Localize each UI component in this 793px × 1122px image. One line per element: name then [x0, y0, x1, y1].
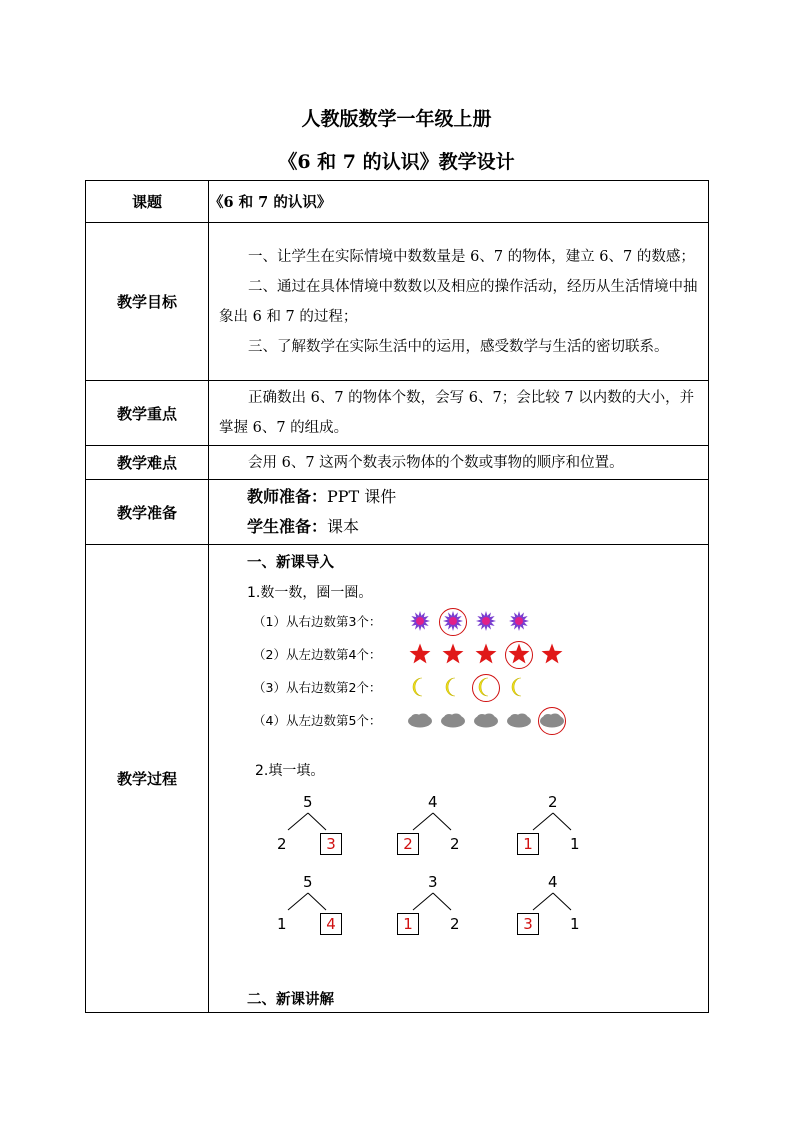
answer-circle	[472, 674, 500, 702]
question-2: 2.填一填。	[255, 763, 325, 779]
key-points-content	[209, 381, 709, 446]
count-row-label: （1）从右边数第3个：	[253, 614, 382, 629]
difficulties-text: 会用 6、7 这两个数表示物体的个数或事物的顺序和位置。	[248, 454, 624, 471]
star-icon	[535, 640, 568, 668]
count-row	[253, 640, 568, 668]
teacher-prep-label: 教师准备：	[247, 487, 328, 506]
student-prep-label: 学生准备：	[247, 517, 328, 536]
process-content	[209, 545, 709, 1013]
count-row	[253, 706, 568, 734]
goals-label: 教学目标	[86, 223, 209, 381]
bond-answer-box: 3	[320, 833, 342, 855]
bond-total: 3	[428, 873, 438, 891]
star-icon	[469, 640, 502, 668]
goal-item: 三、了解数学在实际生活中的运用，感受数学与生活的密切联系。	[248, 338, 669, 355]
bond-total: 4	[428, 793, 438, 811]
row-difficulties	[86, 446, 709, 480]
star-icon	[403, 640, 436, 668]
bond-part: 1	[277, 915, 287, 933]
bond-answer-box: 3	[517, 913, 539, 935]
number-bond	[394, 793, 474, 859]
star-icon	[502, 640, 535, 668]
key-points-label: 教学重点	[86, 381, 209, 446]
icon-group	[403, 673, 535, 701]
student-prep-value: 课本	[327, 517, 360, 536]
goals-content	[209, 223, 709, 381]
moon-icon	[502, 673, 535, 701]
section-intro-heading: 一、新课导入	[247, 554, 334, 571]
section-lecture-heading: 二、新课讲解	[247, 991, 334, 1008]
preparation-content	[209, 480, 709, 545]
question-1: 1.数一数，圈一圈。	[247, 585, 373, 601]
bond-total: 4	[548, 873, 558, 891]
bond-part: 1	[570, 835, 580, 853]
row-subject	[86, 181, 709, 223]
number-bond	[269, 873, 349, 939]
row-goals	[86, 223, 709, 381]
student-prep	[219, 512, 708, 542]
teacher-prep	[219, 482, 708, 512]
subject-value: 《6 和 7 的认识》	[209, 181, 709, 223]
document-subtitle: 《6 和 7 的认识》教学设计	[278, 151, 515, 173]
document-title: 人教版数学一年级上册	[301, 108, 492, 130]
moon-icon	[469, 673, 502, 701]
teacher-prep-value: PPT 课件	[327, 487, 397, 506]
starburst-icon	[502, 607, 535, 635]
cloud-icon	[469, 706, 502, 734]
bond-answer-box: 4	[320, 913, 342, 935]
subject-label: 课题	[86, 181, 209, 223]
count-row-label: （3）从右边数第2个：	[253, 680, 382, 695]
count-row	[253, 607, 535, 635]
number-bond	[514, 873, 594, 939]
bond-part: 2	[277, 835, 287, 853]
answer-circle	[439, 608, 467, 636]
bond-part: 2	[450, 835, 460, 853]
answer-circle	[505, 641, 533, 669]
difficulties-label: 教学难点	[86, 446, 209, 480]
bond-part: 1	[570, 915, 580, 933]
lesson-plan-table	[85, 180, 709, 1013]
star-icon	[436, 640, 469, 668]
count-row-label: （4）从左边数第5个：	[253, 713, 382, 728]
icon-group	[403, 607, 535, 635]
icon-group	[403, 640, 568, 668]
number-bond	[514, 793, 594, 859]
bond-part: 2	[450, 915, 460, 933]
cloud-icon	[403, 706, 436, 734]
bond-answer-box: 1	[397, 913, 419, 935]
preparation-label: 教学准备	[86, 480, 209, 545]
bond-answer-box: 2	[397, 833, 419, 855]
number-bond	[269, 793, 349, 859]
count-row-label: （2）从左边数第4个：	[253, 647, 382, 662]
cloud-icon	[436, 706, 469, 734]
row-process	[86, 545, 709, 1013]
row-key-points	[86, 381, 709, 446]
bond-answer-box: 1	[517, 833, 539, 855]
goal-item: 一、让学生在实际情境中数数量是 6、7 的物体，建立 6、7 的数感；	[248, 248, 695, 265]
moon-icon	[436, 673, 469, 701]
starburst-icon	[469, 607, 502, 635]
process-label: 教学过程	[86, 545, 209, 1013]
cloud-icon	[535, 706, 568, 734]
starburst-icon	[436, 607, 469, 635]
icon-group	[403, 706, 568, 734]
moon-icon	[403, 673, 436, 701]
row-preparation	[86, 480, 709, 545]
key-points-text: 正确数出 6、7 的物体个数，会写 6、7；会比较 7 以内数的大小，并掌握 6、7 的组成。	[219, 390, 695, 436]
answer-circle	[538, 707, 566, 735]
starburst-icon	[403, 607, 436, 635]
count-row	[253, 673, 535, 701]
cloud-icon	[502, 706, 535, 734]
bond-total: 5	[303, 793, 313, 811]
difficulties-content	[209, 446, 709, 480]
bond-total: 2	[548, 793, 558, 811]
bond-total: 5	[303, 873, 313, 891]
number-bond	[394, 873, 474, 939]
goal-item: 二、通过在具体情境中数数以及相应的操作活动，经历从生活情境中抽象出 6 和 7 的过程；	[219, 278, 698, 325]
